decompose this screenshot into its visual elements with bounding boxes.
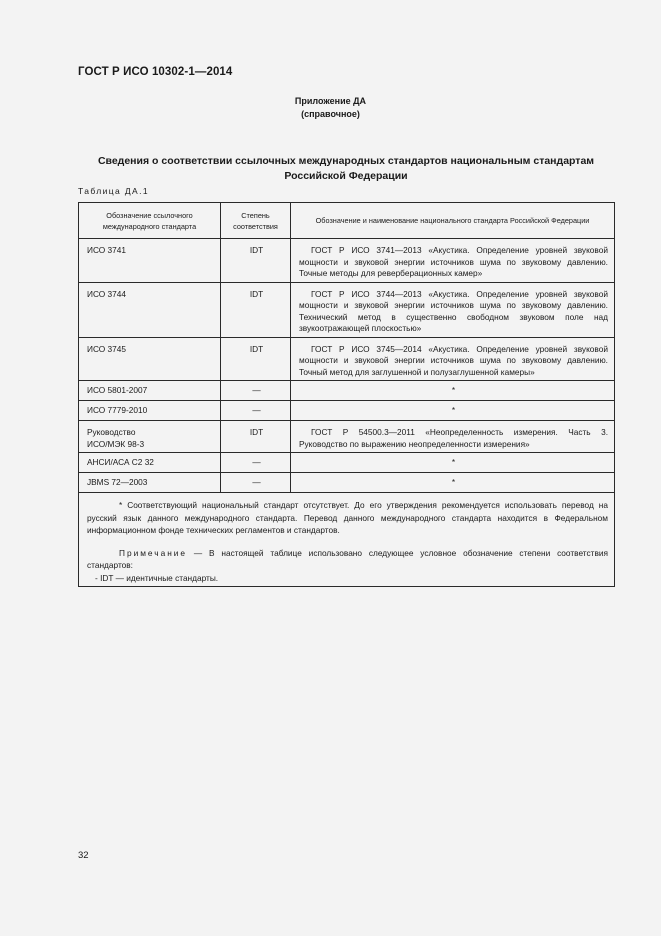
header-degree-of-correspondence: Степень соответствия <box>221 203 291 239</box>
table-row <box>79 337 615 381</box>
cell-international-standard: ИСО 3741 <box>79 239 221 283</box>
cell-national-standard: * <box>291 401 615 421</box>
cell-national-standard: * <box>291 453 615 473</box>
cell-national-standard: ГОСТ Р ИСО 3744—2013 «Акустика. Определение уровней звуковой мощности и звуковой энергии источников шума по звуковому давлению. Технический метод в существенно свободном звуковом поле над звукоотражающей плоскостью» <box>291 282 615 337</box>
table-note <box>87 547 608 572</box>
cell-national-standard: * <box>291 473 615 493</box>
cell-international-standard: ИСО 3745 <box>79 337 221 381</box>
cell-degree: — <box>221 381 291 401</box>
table-label: Таблица ДА.1 <box>78 186 150 196</box>
section-title <box>78 154 614 184</box>
cell-international-standard: JBMS 72—2003 <box>79 473 221 493</box>
cell-degree: IDT <box>221 282 291 337</box>
appendix-subtitle: (справочное) <box>301 109 360 119</box>
cell-national-standard: ГОСТ Р 54500.3—2011 «Неопределенность измерения. Часть 3. Руководство по выражению неопределенности измерения» <box>291 421 615 453</box>
table-row <box>79 473 615 493</box>
table-footer-row <box>79 493 615 587</box>
cell-degree: — <box>221 453 291 473</box>
cell-national-standard: ГОСТ Р ИСО 3745—2014 «Акустика. Определение уровней звуковой мощности и звуковой энергии источников шума по звуковому давлению. Точный метод для заглушенной и полузаглушенной камеры» <box>291 337 615 381</box>
note-label: Примечание <box>119 547 188 558</box>
cell-degree: IDT <box>221 239 291 283</box>
cell-national-standard: ГОСТ Р ИСО 3741—2013 «Акустика. Определение уровней звуковой мощности и звуковой энергии источников шума по звуковому давлению. Точные методы для реверберационных камер» <box>291 239 615 283</box>
footnote-text: * Соответствующий национальный стандарт отсутствует. До его утверждения рекомендуется использовать перевод на русский язык данного международного стандарта. Перевод данного международного стандарта находится в Федеральном информационном фонде технических регламентов и стандартов. <box>87 500 608 535</box>
standard-line-1: Руководство <box>87 427 136 437</box>
table-row <box>79 421 615 453</box>
note-text: — В настоящей таблице использовано следующее условное обозначение степени соответствия стандартов: <box>87 547 608 570</box>
appendix-title: Приложение ДА <box>294 96 367 106</box>
standard-line-2: ИСО/МЭК 98-3 <box>87 438 145 449</box>
correspondence-table <box>78 202 615 587</box>
cell-international-standard: ИСО 3744 <box>79 282 221 337</box>
cell-national-standard: * <box>291 381 615 401</box>
cell-degree: IDT <box>221 421 291 453</box>
section-title-line-1: Сведения о соответствии ссылочных международных стандартов национальным стандартам <box>97 155 595 167</box>
appendix-heading <box>0 95 661 121</box>
document-code: ГОСТ Р ИСО 10302-1—2014 <box>78 66 233 78</box>
section-title-line-2: Российской Федерации <box>284 170 408 182</box>
table-header-row <box>79 203 615 239</box>
page-number: 32 <box>78 850 89 861</box>
header-international-standard: Обозначение ссылочного международного стандарта <box>79 203 221 239</box>
table-row <box>79 401 615 421</box>
table-row <box>79 453 615 473</box>
cell-international-standard <box>79 421 221 453</box>
header-national-standard: Обозначение и наименование национального стандарта Российской Федерации <box>291 203 615 239</box>
table-footnote-cell <box>79 493 615 587</box>
cell-international-standard: ИСО 7779-2010 <box>79 401 221 421</box>
table-row <box>79 381 615 401</box>
cell-international-standard: АНСИ/АСА С2 32 <box>79 453 221 473</box>
table-row <box>79 282 615 337</box>
cell-degree: IDT <box>221 337 291 381</box>
cell-international-standard: ИСО 5801-2007 <box>79 381 221 401</box>
note-legend: - IDT — идентичные стандарты. <box>95 572 219 583</box>
cell-degree: — <box>221 473 291 493</box>
table-row <box>79 239 615 283</box>
cell-degree: — <box>221 401 291 421</box>
